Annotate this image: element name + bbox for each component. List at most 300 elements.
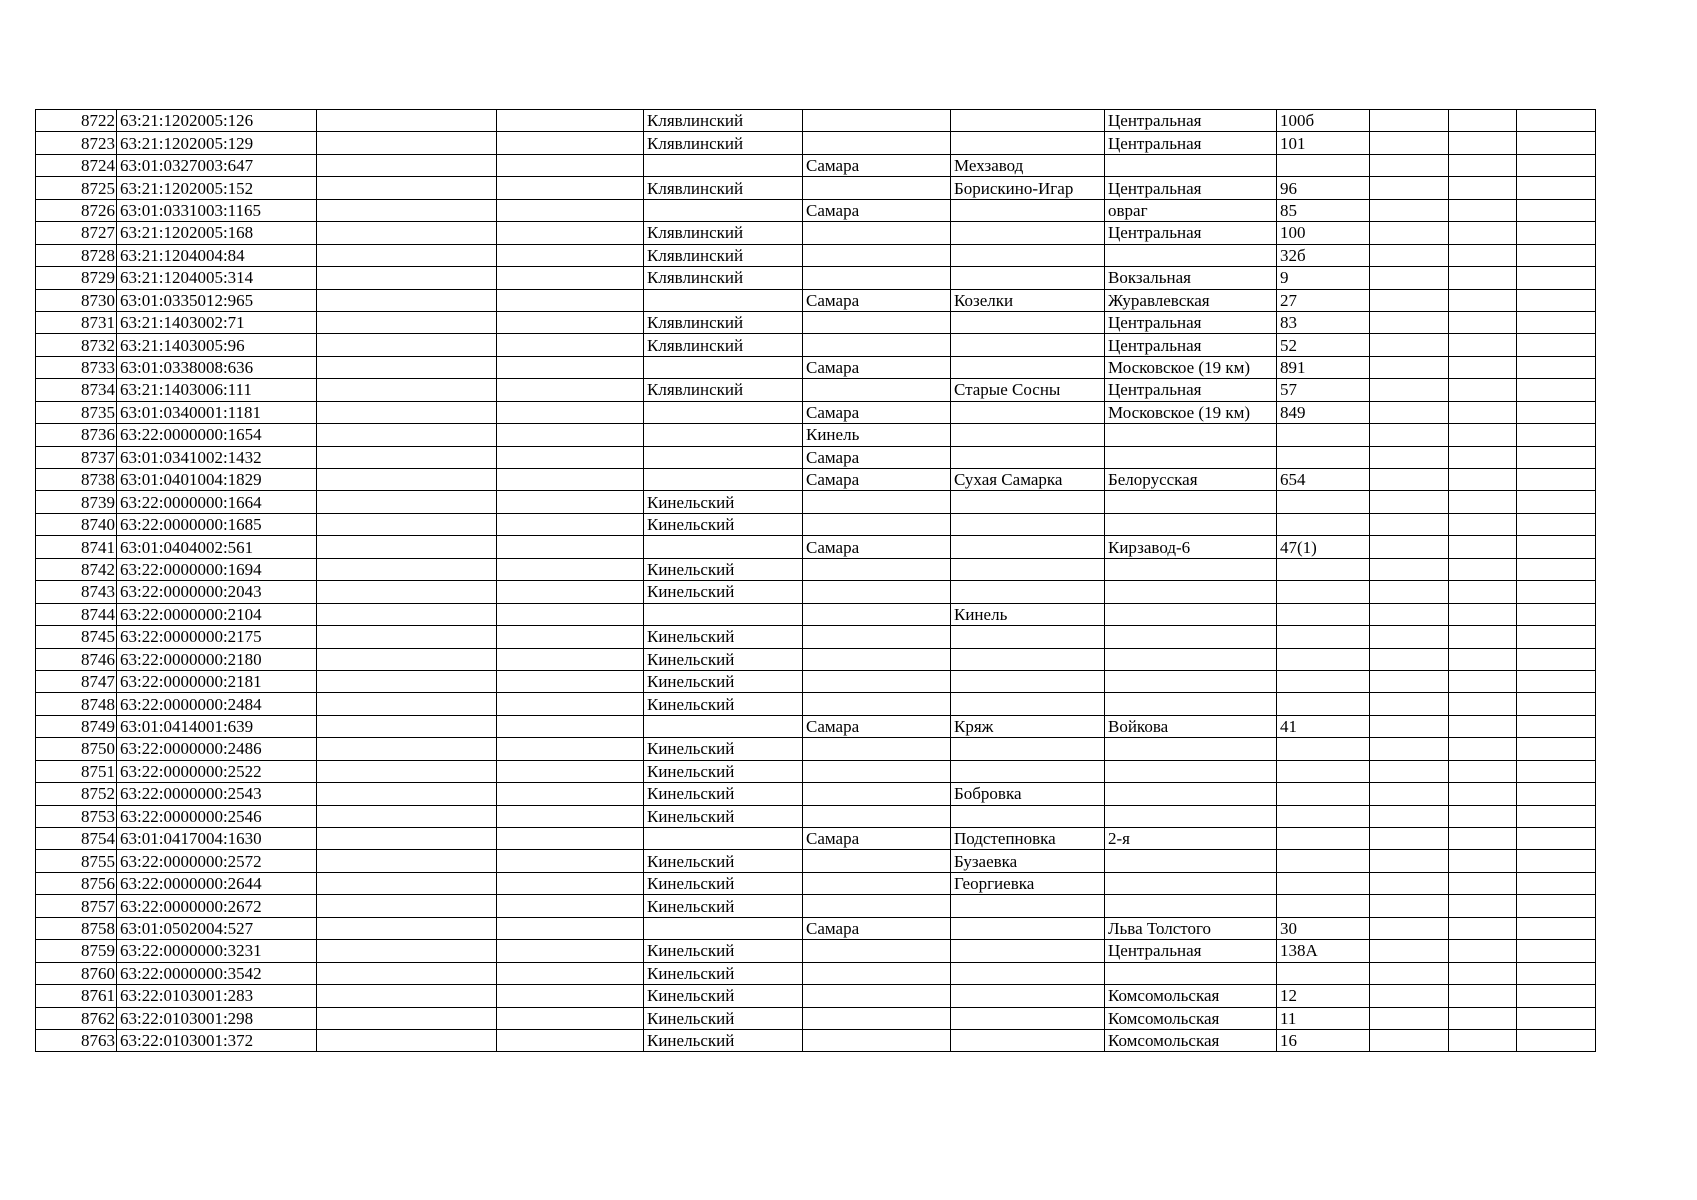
row-number-cell: 8763 (36, 1029, 117, 1051)
blank-cell (1370, 670, 1449, 692)
district-cell (644, 715, 803, 737)
street-cell (1105, 154, 1277, 176)
cadastral-number-cell: 63:22:0000000:1685 (117, 513, 317, 535)
blank-cell (497, 783, 644, 805)
city-cell (803, 379, 951, 401)
blank-cell (1449, 917, 1517, 939)
locality-cell (951, 558, 1105, 580)
city-cell: Самара (803, 828, 951, 850)
row-number-cell: 8747 (36, 670, 117, 692)
blank-cell (497, 177, 644, 199)
city-cell (803, 267, 951, 289)
cadastral-number-cell: 63:22:0000000:2043 (117, 581, 317, 603)
city-cell: Самара (803, 401, 951, 423)
city-cell: Самара (803, 469, 951, 491)
locality-cell (951, 581, 1105, 603)
blank-cell (1449, 379, 1517, 401)
blank-cell (1449, 760, 1517, 782)
table-row (36, 110, 1596, 132)
blank-cell (1449, 670, 1517, 692)
blank-cell (1517, 917, 1596, 939)
city-cell (803, 872, 951, 894)
city-cell (803, 581, 951, 603)
blank-cell (317, 626, 497, 648)
locality-cell (951, 199, 1105, 221)
table-row (36, 985, 1596, 1007)
house-cell (1277, 154, 1370, 176)
street-cell: Комсомольская (1105, 985, 1277, 1007)
row-number-cell: 8743 (36, 581, 117, 603)
blank-cell (1517, 783, 1596, 805)
blank-cell (1370, 648, 1449, 670)
blank-cell (317, 244, 497, 266)
blank-cell (1370, 1007, 1449, 1029)
street-cell (1105, 783, 1277, 805)
street-cell (1105, 424, 1277, 446)
blank-cell (317, 828, 497, 850)
cadastral-number-cell: 63:22:0000000:2522 (117, 760, 317, 782)
blank-cell (1370, 962, 1449, 984)
locality-cell (951, 985, 1105, 1007)
house-cell: 101 (1277, 132, 1370, 154)
blank-cell (1517, 311, 1596, 333)
blank-cell (317, 491, 497, 513)
blank-cell (317, 1029, 497, 1051)
row-number-cell: 8751 (36, 760, 117, 782)
city-cell (803, 760, 951, 782)
blank-cell (1370, 783, 1449, 805)
blank-cell (1517, 828, 1596, 850)
district-cell: Клявлинский (644, 267, 803, 289)
city-cell (803, 805, 951, 827)
blank-cell (1517, 110, 1596, 132)
blank-cell (1517, 222, 1596, 244)
blank-cell (1517, 738, 1596, 760)
locality-cell: Козелки (951, 289, 1105, 311)
blank-cell (1449, 334, 1517, 356)
blank-cell (1370, 132, 1449, 154)
house-cell (1277, 760, 1370, 782)
cadastral-number-cell: 63:22:0000000:2104 (117, 603, 317, 625)
locality-cell: Борискино-Игар (951, 177, 1105, 199)
street-cell: Центральная (1105, 334, 1277, 356)
street-cell: Журавлевская (1105, 289, 1277, 311)
locality-cell: Кинель (951, 603, 1105, 625)
street-cell (1105, 872, 1277, 894)
house-cell: 41 (1277, 715, 1370, 737)
locality-cell (951, 760, 1105, 782)
blank-cell (497, 626, 644, 648)
blank-cell (1449, 558, 1517, 580)
street-cell (1105, 626, 1277, 648)
blank-cell (1370, 401, 1449, 423)
city-cell (803, 962, 951, 984)
table-row (36, 244, 1596, 266)
table-body (36, 110, 1596, 1052)
district-cell: Кинельский (644, 513, 803, 535)
blank-cell (1370, 850, 1449, 872)
table-row (36, 626, 1596, 648)
blank-cell (1370, 558, 1449, 580)
district-cell: Клявлинский (644, 222, 803, 244)
district-cell (644, 401, 803, 423)
city-cell (803, 940, 951, 962)
blank-cell (317, 895, 497, 917)
blank-cell (1370, 311, 1449, 333)
locality-cell (951, 401, 1105, 423)
blank-cell (1449, 872, 1517, 894)
blank-cell (317, 469, 497, 491)
blank-cell (1517, 177, 1596, 199)
blank-cell (497, 1007, 644, 1029)
table-row (36, 154, 1596, 176)
city-cell (803, 1007, 951, 1029)
district-cell: Кинельский (644, 760, 803, 782)
house-cell: 27 (1277, 289, 1370, 311)
blank-cell (317, 132, 497, 154)
blank-cell (1370, 828, 1449, 850)
blank-cell (317, 177, 497, 199)
blank-cell (1517, 154, 1596, 176)
house-cell (1277, 603, 1370, 625)
house-cell: 32б (1277, 244, 1370, 266)
blank-cell (1449, 783, 1517, 805)
blank-cell (1370, 379, 1449, 401)
district-cell: Кинельский (644, 648, 803, 670)
blank-cell (1517, 626, 1596, 648)
street-cell (1105, 760, 1277, 782)
blank-cell (1370, 446, 1449, 468)
blank-cell (1517, 469, 1596, 491)
blank-cell (1370, 536, 1449, 558)
city-cell: Самара (803, 715, 951, 737)
blank-cell (497, 401, 644, 423)
house-cell (1277, 805, 1370, 827)
street-cell: Центральная (1105, 940, 1277, 962)
locality-cell: Подстепновка (951, 828, 1105, 850)
row-number-cell: 8724 (36, 154, 117, 176)
table-row (36, 760, 1596, 782)
city-cell: Самара (803, 289, 951, 311)
district-cell (644, 154, 803, 176)
house-cell: 138А (1277, 940, 1370, 962)
district-cell: Кинельский (644, 985, 803, 1007)
table-row (36, 177, 1596, 199)
street-cell: Московское (19 км) (1105, 356, 1277, 378)
blank-cell (1370, 715, 1449, 737)
cadastral-number-cell: 63:01:0404002:561 (117, 536, 317, 558)
district-cell: Кинельский (644, 805, 803, 827)
table-row (36, 805, 1596, 827)
street-cell (1105, 805, 1277, 827)
district-cell (644, 446, 803, 468)
street-cell: 2-я (1105, 828, 1277, 850)
table-row (36, 1007, 1596, 1029)
row-number-cell: 8745 (36, 626, 117, 648)
blank-cell (317, 738, 497, 760)
blank-cell (497, 962, 644, 984)
table-row (36, 648, 1596, 670)
house-cell (1277, 895, 1370, 917)
street-cell: Войкова (1105, 715, 1277, 737)
blank-cell (1370, 334, 1449, 356)
blank-cell (317, 872, 497, 894)
row-number-cell: 8757 (36, 895, 117, 917)
table-row (36, 267, 1596, 289)
blank-cell (1370, 154, 1449, 176)
cadastral-number-cell: 63:01:0417004:1630 (117, 828, 317, 850)
blank-cell (1449, 199, 1517, 221)
cadastral-number-cell: 63:22:0000000:2572 (117, 850, 317, 872)
blank-cell (317, 379, 497, 401)
blank-cell (497, 222, 644, 244)
district-cell: Кинельский (644, 581, 803, 603)
blank-cell (317, 670, 497, 692)
row-number-cell: 8759 (36, 940, 117, 962)
blank-cell (1370, 738, 1449, 760)
street-cell (1105, 693, 1277, 715)
district-cell: Клявлинский (644, 311, 803, 333)
blank-cell (497, 872, 644, 894)
row-number-cell: 8758 (36, 917, 117, 939)
blank-cell (497, 581, 644, 603)
street-cell: Центральная (1105, 379, 1277, 401)
cadastral-number-cell: 63:22:0000000:1654 (117, 424, 317, 446)
street-cell (1105, 446, 1277, 468)
blank-cell (1370, 1029, 1449, 1051)
locality-cell (951, 267, 1105, 289)
table-row (36, 401, 1596, 423)
district-cell: Кинельский (644, 895, 803, 917)
cadastral-number-cell: 63:01:0335012:965 (117, 289, 317, 311)
city-cell (803, 603, 951, 625)
house-cell (1277, 850, 1370, 872)
house-cell: 96 (1277, 177, 1370, 199)
city-cell (803, 850, 951, 872)
blank-cell (1449, 738, 1517, 760)
blank-cell (497, 940, 644, 962)
street-cell: овраг (1105, 199, 1277, 221)
cadastral-number-cell: 63:01:0340001:1181 (117, 401, 317, 423)
locality-cell (951, 693, 1105, 715)
city-cell: Самара (803, 446, 951, 468)
blank-cell (1449, 289, 1517, 311)
blank-cell (1370, 895, 1449, 917)
blank-cell (1517, 603, 1596, 625)
blank-cell (317, 222, 497, 244)
city-cell (803, 110, 951, 132)
blank-cell (317, 536, 497, 558)
row-number-cell: 8729 (36, 267, 117, 289)
blank-cell (1517, 244, 1596, 266)
district-cell: Кинельский (644, 783, 803, 805)
locality-cell: Мехзавод (951, 154, 1105, 176)
row-number-cell: 8742 (36, 558, 117, 580)
district-cell (644, 199, 803, 221)
locality-cell: Кряж (951, 715, 1105, 737)
blank-cell (317, 424, 497, 446)
blank-cell (497, 267, 644, 289)
table-row (36, 513, 1596, 535)
blank-cell (1370, 289, 1449, 311)
cadastral-number-cell: 63:22:0000000:3542 (117, 962, 317, 984)
blank-cell (1517, 581, 1596, 603)
blank-cell (317, 401, 497, 423)
city-cell (803, 244, 951, 266)
row-number-cell: 8731 (36, 311, 117, 333)
blank-cell (497, 424, 644, 446)
blank-cell (1517, 670, 1596, 692)
blank-cell (1517, 558, 1596, 580)
blank-cell (497, 828, 644, 850)
table-row (36, 715, 1596, 737)
blank-cell (1449, 648, 1517, 670)
blank-cell (317, 715, 497, 737)
city-cell (803, 783, 951, 805)
cadastral-number-cell: 63:21:1202005:168 (117, 222, 317, 244)
locality-cell: Бузаевка (951, 850, 1105, 872)
district-cell: Кинельский (644, 1007, 803, 1029)
blank-cell (1449, 1029, 1517, 1051)
locality-cell (951, 962, 1105, 984)
blank-cell (497, 738, 644, 760)
blank-cell (1517, 536, 1596, 558)
table-row (36, 872, 1596, 894)
district-cell (644, 469, 803, 491)
blank-cell (1370, 244, 1449, 266)
district-cell: Кинельский (644, 670, 803, 692)
row-number-cell: 8744 (36, 603, 117, 625)
row-number-cell: 8750 (36, 738, 117, 760)
house-cell (1277, 738, 1370, 760)
row-number-cell: 8741 (36, 536, 117, 558)
blank-cell (1517, 289, 1596, 311)
blank-cell (497, 110, 644, 132)
blank-cell (1449, 850, 1517, 872)
locality-cell: Георгиевка (951, 872, 1105, 894)
blank-cell (317, 110, 497, 132)
cadastral-number-cell: 63:21:1202005:152 (117, 177, 317, 199)
city-cell: Самара (803, 917, 951, 939)
cadastral-number-cell: 63:01:0338008:636 (117, 356, 317, 378)
blank-cell (1449, 491, 1517, 513)
house-cell (1277, 446, 1370, 468)
city-cell: Самара (803, 356, 951, 378)
blank-cell (497, 491, 644, 513)
blank-cell (497, 289, 644, 311)
house-cell (1277, 648, 1370, 670)
blank-cell (1449, 536, 1517, 558)
locality-cell (951, 670, 1105, 692)
cadastral-number-cell: 63:22:0103001:298 (117, 1007, 317, 1029)
blank-cell (1370, 581, 1449, 603)
cadastral-number-cell: 63:22:0000000:3231 (117, 940, 317, 962)
cadastral-number-cell: 63:22:0000000:2484 (117, 693, 317, 715)
row-number-cell: 8756 (36, 872, 117, 894)
blank-cell (497, 446, 644, 468)
blank-cell (317, 581, 497, 603)
locality-cell (951, 356, 1105, 378)
blank-cell (317, 311, 497, 333)
blank-cell (1449, 110, 1517, 132)
street-cell: Центральная (1105, 110, 1277, 132)
blank-cell (317, 513, 497, 535)
table-row (36, 446, 1596, 468)
blank-cell (497, 805, 644, 827)
street-cell (1105, 738, 1277, 760)
city-cell (803, 311, 951, 333)
table-row (36, 670, 1596, 692)
blank-cell (1517, 805, 1596, 827)
cadastral-number-cell: 63:01:0331003:1165 (117, 199, 317, 221)
locality-cell (951, 513, 1105, 535)
blank-cell (497, 850, 644, 872)
house-cell: 16 (1277, 1029, 1370, 1051)
blank-cell (317, 558, 497, 580)
blank-cell (1449, 940, 1517, 962)
blank-cell (1449, 805, 1517, 827)
locality-cell (951, 132, 1105, 154)
blank-cell (1449, 513, 1517, 535)
city-cell: Самара (803, 536, 951, 558)
blank-cell (1370, 917, 1449, 939)
house-cell: 30 (1277, 917, 1370, 939)
blank-cell (317, 850, 497, 872)
blank-cell (497, 985, 644, 1007)
city-cell (803, 1029, 951, 1051)
blank-cell (1370, 940, 1449, 962)
cadastral-number-cell: 63:21:1204004:84 (117, 244, 317, 266)
blank-cell (497, 648, 644, 670)
street-cell (1105, 491, 1277, 513)
city-cell (803, 132, 951, 154)
blank-cell (1449, 311, 1517, 333)
city-cell: Самара (803, 154, 951, 176)
row-number-cell: 8740 (36, 513, 117, 535)
house-cell: 849 (1277, 401, 1370, 423)
blank-cell (497, 1029, 644, 1051)
locality-cell (951, 648, 1105, 670)
street-cell (1105, 558, 1277, 580)
cadastral-number-cell: 63:01:0414001:639 (117, 715, 317, 737)
table-row (36, 356, 1596, 378)
table-row (36, 491, 1596, 513)
blank-cell (1517, 401, 1596, 423)
cadastral-number-cell: 63:21:1403002:71 (117, 311, 317, 333)
table-row (36, 424, 1596, 446)
table-row (36, 1029, 1596, 1051)
blank-cell (317, 446, 497, 468)
blank-cell (497, 715, 644, 737)
house-cell: 100б (1277, 110, 1370, 132)
street-cell: Центральная (1105, 311, 1277, 333)
district-cell: Кинельский (644, 872, 803, 894)
row-number-cell: 8732 (36, 334, 117, 356)
street-cell: Кирзавод-6 (1105, 536, 1277, 558)
house-cell: 9 (1277, 267, 1370, 289)
row-number-cell: 8738 (36, 469, 117, 491)
street-cell: Центральная (1105, 132, 1277, 154)
blank-cell (317, 154, 497, 176)
blank-cell (497, 670, 644, 692)
cadastral-number-cell: 63:01:0401004:1829 (117, 469, 317, 491)
city-cell (803, 693, 951, 715)
blank-cell (497, 199, 644, 221)
blank-cell (1449, 603, 1517, 625)
table-row (36, 536, 1596, 558)
district-cell (644, 289, 803, 311)
blank-cell (1449, 693, 1517, 715)
